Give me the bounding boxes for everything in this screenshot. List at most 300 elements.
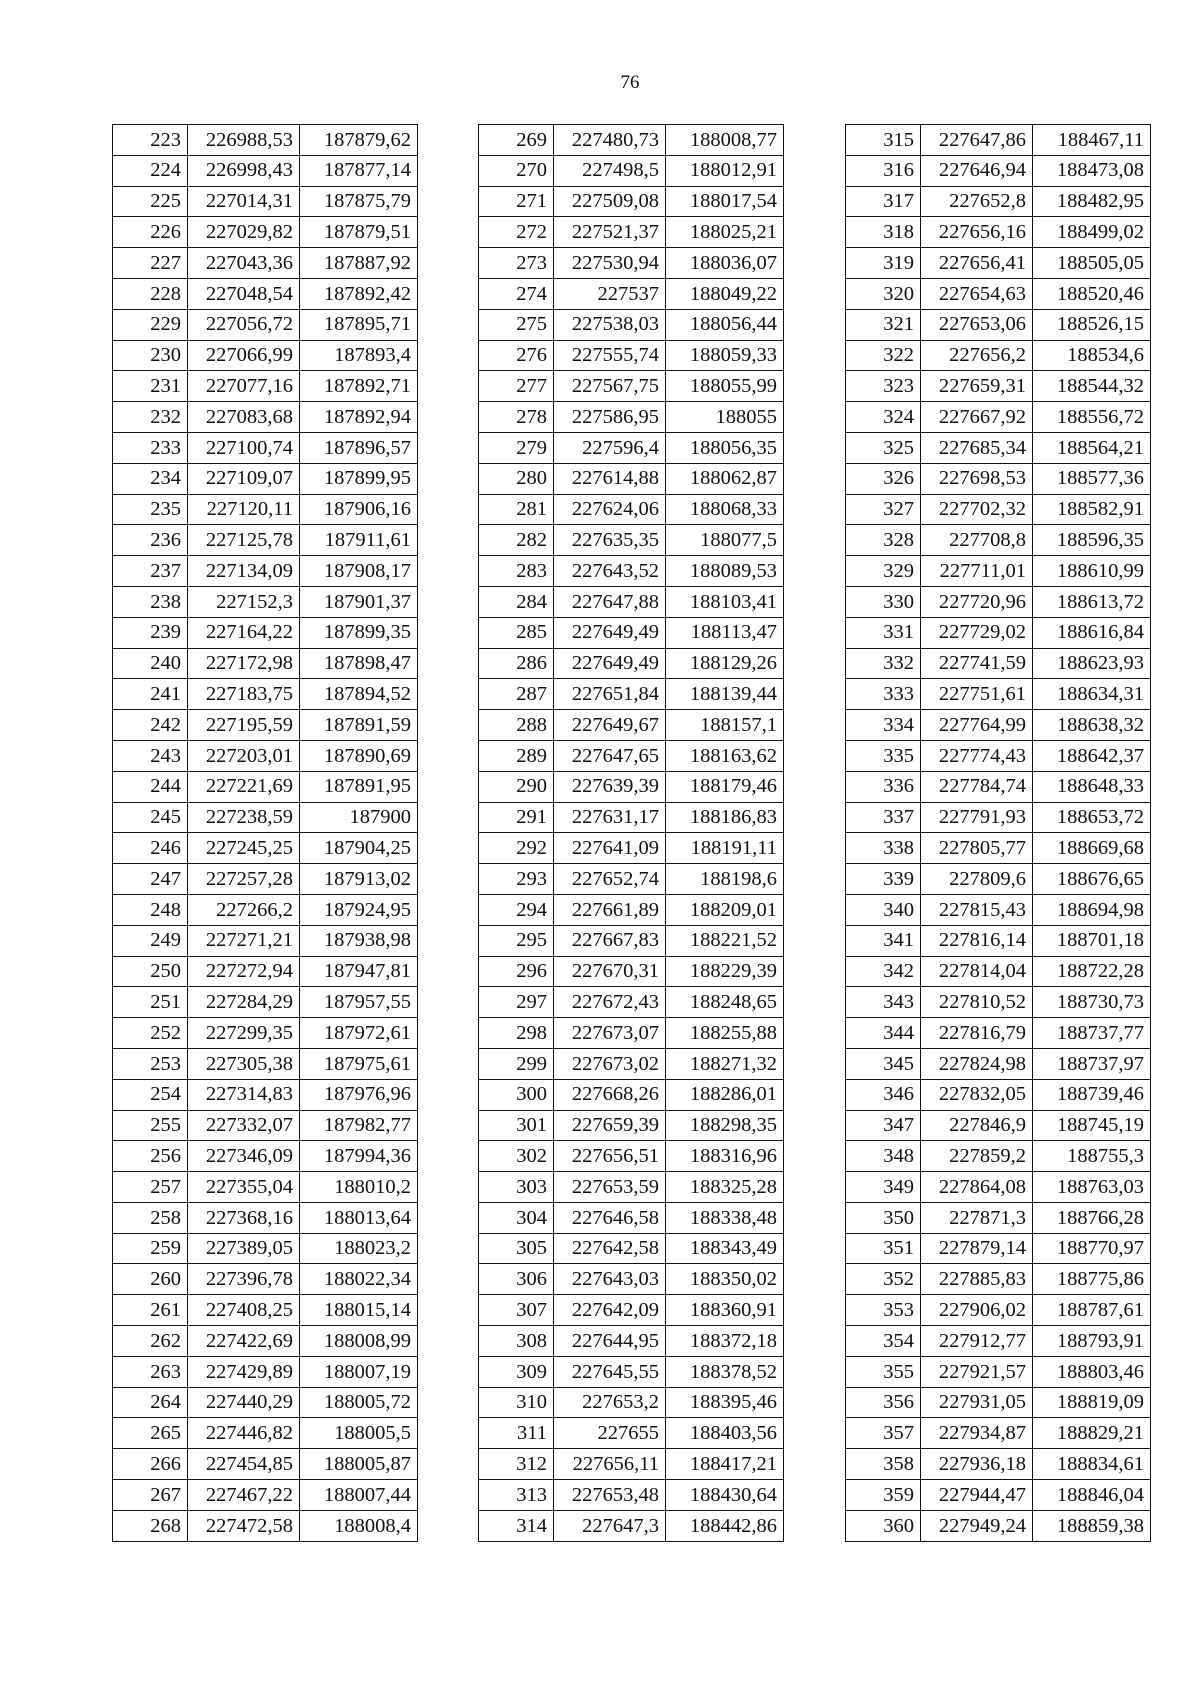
x-coordinate-cell: 227791,93 [921, 802, 1033, 833]
x-coordinate-cell: 227125,78 [188, 525, 300, 556]
table-row [479, 710, 784, 741]
point-number-cell: 308 [479, 1326, 554, 1357]
point-number-cell: 294 [479, 894, 554, 925]
table-row [846, 278, 1151, 309]
y-coordinate-cell: 187891,95 [300, 771, 418, 802]
y-coordinate-cell: 187908,17 [300, 556, 418, 587]
y-coordinate-cell: 187879,62 [300, 125, 418, 156]
point-number-cell: 360 [846, 1510, 921, 1541]
table-row [479, 802, 784, 833]
table-row [113, 217, 418, 248]
table-row [479, 1480, 784, 1511]
x-coordinate-cell: 227014,31 [188, 186, 300, 217]
x-coordinate-cell: 227653,2 [554, 1387, 666, 1418]
point-number-cell: 290 [479, 771, 554, 802]
table-row [846, 186, 1151, 217]
table-row [479, 1356, 784, 1387]
x-coordinate-cell: 227332,07 [188, 1110, 300, 1141]
y-coordinate-cell: 187877,14 [300, 155, 418, 186]
table-row [479, 1295, 784, 1326]
y-coordinate-cell: 188846,04 [1033, 1480, 1151, 1511]
table-row [846, 494, 1151, 525]
point-number-cell: 307 [479, 1295, 554, 1326]
point-number-cell: 241 [113, 679, 188, 710]
x-coordinate-cell: 227100,74 [188, 432, 300, 463]
table-row [846, 925, 1151, 956]
table-row [846, 956, 1151, 987]
y-coordinate-cell: 188023,2 [300, 1233, 418, 1264]
y-coordinate-cell: 187904,25 [300, 833, 418, 864]
point-number-cell: 276 [479, 340, 554, 371]
point-number-cell: 287 [479, 679, 554, 710]
y-coordinate-cell: 187898,47 [300, 648, 418, 679]
y-coordinate-cell: 188316,96 [666, 1141, 784, 1172]
y-coordinate-cell: 188378,52 [666, 1356, 784, 1387]
y-coordinate-cell: 188012,91 [666, 155, 784, 186]
y-coordinate-cell: 188770,97 [1033, 1233, 1151, 1264]
x-coordinate-cell: 227647,3 [554, 1510, 666, 1541]
x-coordinate-cell: 227720,96 [921, 586, 1033, 617]
table-row [479, 771, 784, 802]
y-coordinate-cell: 187875,79 [300, 186, 418, 217]
table-row [846, 1110, 1151, 1141]
table-row [479, 1326, 784, 1357]
point-number-cell: 231 [113, 371, 188, 402]
point-number-cell: 306 [479, 1264, 554, 1295]
x-coordinate-cell: 227221,69 [188, 771, 300, 802]
table-row [113, 371, 418, 402]
point-number-cell: 254 [113, 1079, 188, 1110]
point-number-cell: 337 [846, 802, 921, 833]
y-coordinate-cell: 188582,91 [1033, 494, 1151, 525]
table-row [846, 1449, 1151, 1480]
y-coordinate-cell: 188198,6 [666, 864, 784, 895]
x-coordinate-cell: 227389,05 [188, 1233, 300, 1264]
x-coordinate-cell: 227120,11 [188, 494, 300, 525]
y-coordinate-cell: 187957,55 [300, 987, 418, 1018]
y-coordinate-cell: 188739,46 [1033, 1079, 1151, 1110]
y-coordinate-cell: 187924,95 [300, 894, 418, 925]
x-coordinate-cell: 227164,22 [188, 617, 300, 648]
table-row [113, 556, 418, 587]
y-coordinate-cell: 187891,59 [300, 710, 418, 741]
point-number-cell: 229 [113, 309, 188, 340]
x-coordinate-cell: 227912,77 [921, 1326, 1033, 1357]
table-row [113, 1172, 418, 1203]
y-coordinate-cell: 188634,31 [1033, 679, 1151, 710]
x-coordinate-cell: 227656,51 [554, 1141, 666, 1172]
point-number-cell: 243 [113, 740, 188, 771]
point-number-cell: 338 [846, 833, 921, 864]
y-coordinate-cell: 187892,42 [300, 278, 418, 309]
point-number-cell: 335 [846, 740, 921, 771]
y-coordinate-cell: 188596,35 [1033, 525, 1151, 556]
x-coordinate-cell: 227670,31 [554, 956, 666, 987]
y-coordinate-cell: 188191,11 [666, 833, 784, 864]
table-row [479, 1418, 784, 1449]
table-row [113, 1110, 418, 1141]
x-coordinate-cell: 227245,25 [188, 833, 300, 864]
y-coordinate-cell: 188008,99 [300, 1326, 418, 1357]
point-number-cell: 315 [846, 125, 921, 156]
x-coordinate-cell: 227624,06 [554, 494, 666, 525]
x-coordinate-cell: 227056,72 [188, 309, 300, 340]
y-coordinate-cell: 188787,61 [1033, 1295, 1151, 1326]
y-coordinate-cell: 188089,53 [666, 556, 784, 587]
table-row [479, 740, 784, 771]
table-row [479, 463, 784, 494]
point-number-cell: 336 [846, 771, 921, 802]
table-row [846, 894, 1151, 925]
y-coordinate-cell: 188613,72 [1033, 586, 1151, 617]
x-coordinate-cell: 227921,57 [921, 1356, 1033, 1387]
y-coordinate-cell: 188013,64 [300, 1202, 418, 1233]
table-row [479, 1202, 784, 1233]
x-coordinate-cell: 227314,83 [188, 1079, 300, 1110]
y-coordinate-cell: 188623,93 [1033, 648, 1151, 679]
x-coordinate-cell: 227272,94 [188, 956, 300, 987]
point-number-cell: 260 [113, 1264, 188, 1295]
table-row [479, 925, 784, 956]
x-coordinate-cell: 227649,49 [554, 648, 666, 679]
table-row [113, 771, 418, 802]
y-coordinate-cell: 187896,57 [300, 432, 418, 463]
x-coordinate-cell: 227864,08 [921, 1172, 1033, 1203]
y-coordinate-cell: 188616,84 [1033, 617, 1151, 648]
page-number: 76 [620, 72, 640, 93]
x-coordinate-cell: 227810,52 [921, 987, 1033, 1018]
table-row [479, 1018, 784, 1049]
x-coordinate-cell: 227643,52 [554, 556, 666, 587]
table-row [479, 586, 784, 617]
x-coordinate-cell: 227586,95 [554, 402, 666, 433]
point-number-cell: 333 [846, 679, 921, 710]
x-coordinate-cell: 227656,11 [554, 1449, 666, 1480]
table-row [479, 186, 784, 217]
point-number-cell: 347 [846, 1110, 921, 1141]
y-coordinate-cell: 188056,44 [666, 309, 784, 340]
table-row [846, 1418, 1151, 1449]
y-coordinate-cell: 187892,71 [300, 371, 418, 402]
x-coordinate-cell: 227645,55 [554, 1356, 666, 1387]
point-number-cell: 285 [479, 617, 554, 648]
y-coordinate-cell: 187895,71 [300, 309, 418, 340]
y-coordinate-cell: 188819,09 [1033, 1387, 1151, 1418]
x-coordinate-cell: 227555,74 [554, 340, 666, 371]
table-row [846, 1048, 1151, 1079]
table-row [846, 1295, 1151, 1326]
x-coordinate-cell: 227596,4 [554, 432, 666, 463]
table-row [846, 402, 1151, 433]
point-number-cell: 236 [113, 525, 188, 556]
y-coordinate-cell: 188229,39 [666, 956, 784, 987]
x-coordinate-cell: 227271,21 [188, 925, 300, 956]
point-number-cell: 263 [113, 1356, 188, 1387]
table-row [479, 494, 784, 525]
y-coordinate-cell: 188022,34 [300, 1264, 418, 1295]
point-number-cell: 346 [846, 1079, 921, 1110]
table-row [846, 802, 1151, 833]
table-row [846, 586, 1151, 617]
table-row [846, 864, 1151, 895]
x-coordinate-cell: 227656,2 [921, 340, 1033, 371]
table-row [846, 710, 1151, 741]
y-coordinate-cell: 188221,52 [666, 925, 784, 956]
x-coordinate-cell: 227467,22 [188, 1480, 300, 1511]
x-coordinate-cell: 227029,82 [188, 217, 300, 248]
x-coordinate-cell: 227656,16 [921, 217, 1033, 248]
y-coordinate-cell: 188055,99 [666, 371, 784, 402]
table-row [846, 833, 1151, 864]
x-coordinate-cell: 227066,99 [188, 340, 300, 371]
y-coordinate-cell: 188669,68 [1033, 833, 1151, 864]
x-coordinate-cell: 227639,39 [554, 771, 666, 802]
y-coordinate-cell: 188056,35 [666, 432, 784, 463]
y-coordinate-cell: 188372,18 [666, 1326, 784, 1357]
point-number-cell: 302 [479, 1141, 554, 1172]
table-row [113, 710, 418, 741]
y-coordinate-cell: 188642,37 [1033, 740, 1151, 771]
point-number-cell: 351 [846, 1233, 921, 1264]
x-coordinate-cell: 227653,06 [921, 309, 1033, 340]
y-coordinate-cell: 188395,46 [666, 1387, 784, 1418]
y-coordinate-cell: 188564,21 [1033, 432, 1151, 463]
point-number-cell: 273 [479, 248, 554, 279]
point-number-cell: 244 [113, 771, 188, 802]
y-coordinate-cell: 188737,97 [1033, 1048, 1151, 1079]
point-number-cell: 350 [846, 1202, 921, 1233]
y-coordinate-cell: 188209,01 [666, 894, 784, 925]
point-number-cell: 230 [113, 340, 188, 371]
table-row [479, 1141, 784, 1172]
y-coordinate-cell: 188248,65 [666, 987, 784, 1018]
y-coordinate-cell: 187899,35 [300, 617, 418, 648]
point-number-cell: 316 [846, 155, 921, 186]
table-row [846, 648, 1151, 679]
x-coordinate-cell: 227195,59 [188, 710, 300, 741]
table-row [113, 186, 418, 217]
y-coordinate-cell: 188350,02 [666, 1264, 784, 1295]
x-coordinate-cell: 227043,36 [188, 248, 300, 279]
x-coordinate-cell: 227422,69 [188, 1326, 300, 1357]
table-row [113, 494, 418, 525]
x-coordinate-cell: 227805,77 [921, 833, 1033, 864]
table-row [479, 956, 784, 987]
point-number-cell: 353 [846, 1295, 921, 1326]
point-number-cell: 282 [479, 525, 554, 556]
x-coordinate-cell: 227635,35 [554, 525, 666, 556]
point-number-cell: 256 [113, 1141, 188, 1172]
x-coordinate-cell: 227538,03 [554, 309, 666, 340]
y-coordinate-cell: 188577,36 [1033, 463, 1151, 494]
point-number-cell: 310 [479, 1387, 554, 1418]
y-coordinate-cell: 188338,48 [666, 1202, 784, 1233]
table-row [113, 463, 418, 494]
x-coordinate-cell: 227685,34 [921, 432, 1033, 463]
x-coordinate-cell: 227655 [554, 1418, 666, 1449]
y-coordinate-cell: 188055 [666, 402, 784, 433]
x-coordinate-cell: 227642,58 [554, 1233, 666, 1264]
table-row [113, 617, 418, 648]
y-coordinate-cell: 187892,94 [300, 402, 418, 433]
table-row [113, 586, 418, 617]
point-number-cell: 272 [479, 217, 554, 248]
point-number-cell: 258 [113, 1202, 188, 1233]
point-number-cell: 359 [846, 1480, 921, 1511]
x-coordinate-cell: 227134,09 [188, 556, 300, 587]
point-number-cell: 331 [846, 617, 921, 648]
point-number-cell: 334 [846, 710, 921, 741]
point-number-cell: 299 [479, 1048, 554, 1079]
x-coordinate-cell: 227667,83 [554, 925, 666, 956]
point-number-cell: 224 [113, 155, 188, 186]
point-number-cell: 286 [479, 648, 554, 679]
x-coordinate-cell: 226998,43 [188, 155, 300, 186]
point-number-cell: 257 [113, 1172, 188, 1203]
x-coordinate-cell: 227266,2 [188, 894, 300, 925]
point-number-cell: 226 [113, 217, 188, 248]
table-row [846, 1202, 1151, 1233]
coordinates-table [845, 124, 1151, 1542]
point-number-cell: 352 [846, 1264, 921, 1295]
point-number-cell: 313 [479, 1480, 554, 1511]
table-row [846, 1264, 1151, 1295]
point-number-cell: 269 [479, 125, 554, 156]
point-number-cell: 278 [479, 402, 554, 433]
point-number-cell: 295 [479, 925, 554, 956]
x-coordinate-cell: 227668,26 [554, 1079, 666, 1110]
y-coordinate-cell: 188467,11 [1033, 125, 1151, 156]
x-coordinate-cell: 227641,09 [554, 833, 666, 864]
table-row [479, 1387, 784, 1418]
table-row [113, 833, 418, 864]
point-number-cell: 330 [846, 586, 921, 617]
point-number-cell: 358 [846, 1449, 921, 1480]
x-coordinate-cell: 227408,25 [188, 1295, 300, 1326]
x-coordinate-cell: 227109,07 [188, 463, 300, 494]
point-number-cell: 345 [846, 1048, 921, 1079]
y-coordinate-cell: 188745,19 [1033, 1110, 1151, 1141]
point-number-cell: 292 [479, 833, 554, 864]
table-row [479, 1233, 784, 1264]
table-row [113, 1079, 418, 1110]
table-row [479, 1048, 784, 1079]
x-coordinate-cell: 227614,88 [554, 463, 666, 494]
table-row [113, 1295, 418, 1326]
x-coordinate-cell: 227653,48 [554, 1480, 666, 1511]
point-number-cell: 293 [479, 864, 554, 895]
x-coordinate-cell: 227646,94 [921, 155, 1033, 186]
table-row [846, 1480, 1151, 1511]
table-row [479, 679, 784, 710]
y-coordinate-cell: 188730,73 [1033, 987, 1151, 1018]
table-row [846, 1510, 1151, 1541]
point-number-cell: 329 [846, 556, 921, 587]
x-coordinate-cell: 227846,9 [921, 1110, 1033, 1141]
point-number-cell: 355 [846, 1356, 921, 1387]
x-coordinate-cell: 227651,84 [554, 679, 666, 710]
point-number-cell: 279 [479, 432, 554, 463]
point-number-cell: 303 [479, 1172, 554, 1203]
x-coordinate-cell: 227764,99 [921, 710, 1033, 741]
x-coordinate-cell: 227647,65 [554, 740, 666, 771]
table-row [113, 402, 418, 433]
point-number-cell: 264 [113, 1387, 188, 1418]
y-coordinate-cell: 188008,4 [300, 1510, 418, 1541]
x-coordinate-cell: 227509,08 [554, 186, 666, 217]
y-coordinate-cell: 187913,02 [300, 864, 418, 895]
point-number-cell: 267 [113, 1480, 188, 1511]
y-coordinate-cell: 188505,05 [1033, 248, 1151, 279]
point-number-cell: 326 [846, 463, 921, 494]
point-number-cell: 301 [479, 1110, 554, 1141]
y-coordinate-cell: 188068,33 [666, 494, 784, 525]
x-coordinate-cell: 227498,5 [554, 155, 666, 186]
point-number-cell: 248 [113, 894, 188, 925]
y-coordinate-cell: 188010,2 [300, 1172, 418, 1203]
point-number-cell: 344 [846, 1018, 921, 1049]
x-coordinate-cell: 227871,3 [921, 1202, 1033, 1233]
table-row [479, 1172, 784, 1203]
y-coordinate-cell: 188694,98 [1033, 894, 1151, 925]
point-number-cell: 245 [113, 802, 188, 833]
point-number-cell: 249 [113, 925, 188, 956]
table-row [479, 556, 784, 587]
point-number-cell: 328 [846, 525, 921, 556]
point-number-cell: 341 [846, 925, 921, 956]
x-coordinate-cell: 227238,59 [188, 802, 300, 833]
point-number-cell: 255 [113, 1110, 188, 1141]
point-number-cell: 247 [113, 864, 188, 895]
point-number-cell: 275 [479, 309, 554, 340]
x-coordinate-cell: 227906,02 [921, 1295, 1033, 1326]
y-coordinate-cell: 187901,37 [300, 586, 418, 617]
table-row [113, 1264, 418, 1295]
point-number-cell: 239 [113, 617, 188, 648]
x-coordinate-cell: 227774,43 [921, 740, 1033, 771]
table-row [113, 987, 418, 1018]
point-number-cell: 296 [479, 956, 554, 987]
point-number-cell: 342 [846, 956, 921, 987]
point-number-cell: 305 [479, 1233, 554, 1264]
x-coordinate-cell: 227454,85 [188, 1449, 300, 1480]
x-coordinate-cell: 227784,74 [921, 771, 1033, 802]
y-coordinate-cell: 188859,38 [1033, 1510, 1151, 1541]
x-coordinate-cell: 227649,49 [554, 617, 666, 648]
table-row [846, 617, 1151, 648]
y-coordinate-cell: 188520,46 [1033, 278, 1151, 309]
x-coordinate-cell: 227698,53 [921, 463, 1033, 494]
point-number-cell: 234 [113, 463, 188, 494]
x-coordinate-cell: 227879,14 [921, 1233, 1033, 1264]
x-coordinate-cell: 227814,04 [921, 956, 1033, 987]
y-coordinate-cell: 188062,87 [666, 463, 784, 494]
point-number-cell: 235 [113, 494, 188, 525]
x-coordinate-cell: 227711,01 [921, 556, 1033, 587]
table-row [846, 155, 1151, 186]
table-row [479, 432, 784, 463]
x-coordinate-cell: 227885,83 [921, 1264, 1033, 1295]
x-coordinate-cell: 227396,78 [188, 1264, 300, 1295]
x-coordinate-cell: 227649,67 [554, 710, 666, 741]
point-number-cell: 281 [479, 494, 554, 525]
point-number-cell: 271 [479, 186, 554, 217]
x-coordinate-cell: 227440,29 [188, 1387, 300, 1418]
point-number-cell: 250 [113, 956, 188, 987]
x-coordinate-cell: 227203,01 [188, 740, 300, 771]
x-coordinate-cell: 226988,53 [188, 125, 300, 156]
point-number-cell: 319 [846, 248, 921, 279]
